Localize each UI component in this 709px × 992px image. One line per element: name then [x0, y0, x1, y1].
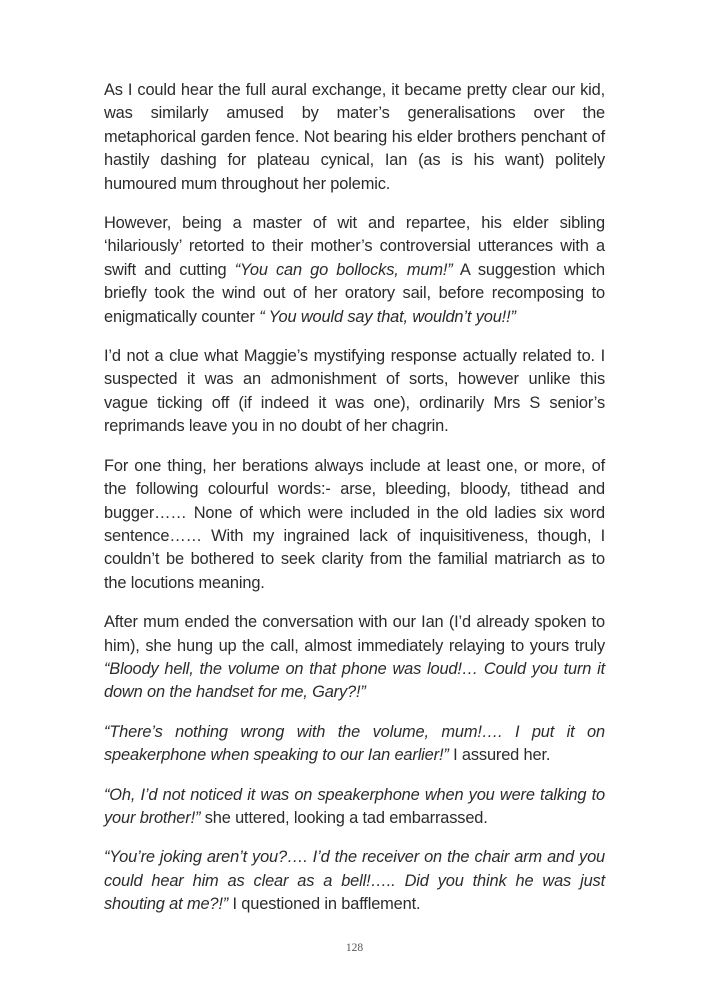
quote-text: “Oh, I’d not noticed it was on speakerphone when you were talking to your brother!”	[104, 785, 605, 827]
paragraph-3: I’d not a clue what Maggie’s mystifying response actually related to. I suspected it was an admonishment of sorts, however unlike this vague ticking off (if indeed it was one), ordinarily Mrs S senior’s reprimands leave you in no doubt of her chagrin.	[104, 347, 605, 436]
paragraph-5: After mum ended the conversation with our Ian (I’d already spoken to him), she hung up the call, almost immediately relaying to yours truly “Bloody hell, the volume on that phone was loud!… Could you turn it down on the handset for me, Gary?!”	[104, 613, 605, 702]
quote-text: “Bloody hell, the volume on that phone was loud!… Could you turn it down on the handset for me, Gary?!”	[104, 659, 605, 702]
page-number: 128	[345, 942, 364, 954]
paragraph-7: “Oh, I’d not noticed it was on speakerphone when you were talking to your brother!” she uttered, looking a tad embarrassed.	[104, 785, 605, 827]
quote-text: “You can go bollocks, mum!”	[234, 260, 453, 279]
quote-text: “ You would say that, wouldn’t you!!”	[259, 307, 516, 326]
paragraph-6: “There’s nothing wrong with the volume, mum!…. I put it on speakerphone when speaking to our Ian earlier!” I assured her.	[104, 722, 605, 765]
quote-text: “You’re joking aren’t you?…. I’d the receiver on the chair arm and you could hear him as clear as a bell!….. Did you think he was just shouting at me?!”	[104, 848, 605, 914]
paragraph-1: As I could hear the full aural exchange, it became pretty clear our kid, was similarly amused by mater’s generalisations over the metaphorical garden fence. Not bearing his elder brothers penchant of hastily dashing for plateau cynical, Ian (as is his want) politely humoured mum throughout her polemic.	[104, 81, 605, 193]
paragraph-2: However, being a master of wit and repartee, his elder sibling ‘hilariously’ retorted to their mother’s controversial utterances with a swift and cutting “You can go bollocks, mum!” A suggestion which briefly took the wind out of her oratory sail, before recomposing to enigmatically counter “ You would say that, wouldn’t you!!”	[104, 214, 605, 326]
quote-text: “There’s nothing wrong with the volume, mum!…. I put it on speakerphone when speaking to our Ian earlier!”	[104, 722, 605, 765]
paragraph-8: “You’re joking aren’t you?…. I’d the receiver on the chair arm and you could hear him as clear as a bell!….. Did you think he was just shouting at me?!” I questioned in bafflement.	[104, 848, 605, 914]
paragraph-4: For one thing, her berations always include at least one, or more, of the following colourful words:- arse, bleeding, bloody, tithead and bugger…… None of which were included in the old ladies six word sentence…… With my ingrained lack of inquisitiveness, though, I couldn’t be bothered to seek clarity from the familial matriarch as to the locutions meaning.	[104, 456, 605, 592]
body-text	[104, 79, 605, 917]
